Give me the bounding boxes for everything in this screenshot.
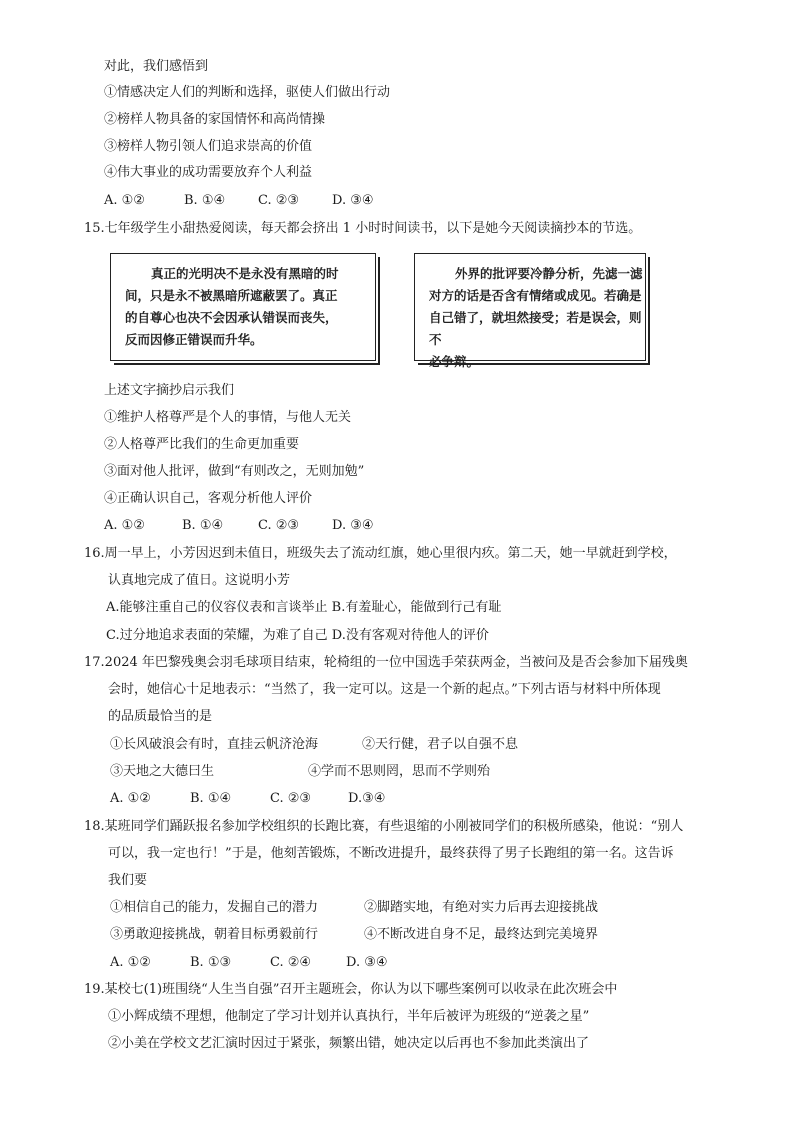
q17-option-c: C. ②③ <box>270 791 312 806</box>
q15-item-4: ④正确认识自己，客观分析他人评价 <box>104 491 313 506</box>
q14-item-1: ①情感决定人们的判断和选择，驱使人们做出行动 <box>104 85 391 100</box>
q18-stem-line-1: 18.某班同学们踊跃报名参加学校组织的长跑比赛，有些退缩的小刚被同学们的积极所感染，他说：“别人 <box>84 819 684 834</box>
q18-item-4: ④不断改进自身不足，最终达到完美境界 <box>364 927 599 942</box>
q15-quote-box-left <box>110 253 376 361</box>
q15-quote-right-line-1: 外界的批评要冷静分析，先滤一滤 <box>455 266 643 281</box>
q14-option-a: A. ①② <box>104 193 145 208</box>
q15-option-d: D. ③④ <box>332 518 374 533</box>
q14-options <box>104 192 504 210</box>
q16-stem-line-2: 认真地完成了值日。这说明小芳 <box>108 573 291 588</box>
q18-option-d: D. ③④ <box>346 955 388 970</box>
q15-quote-left-line-3: 的自尊心也决不会因承认错误而丧失， <box>125 310 338 325</box>
q17-options <box>110 790 510 808</box>
q15-quote-right-text <box>429 263 645 373</box>
q18-item-1: ①相信自己的能力，发掘自己的潜力 <box>110 900 319 915</box>
q15-quote-left-line-4: 反而因修正错误而升华。 <box>125 332 263 347</box>
q17-option-d: D.③④ <box>348 791 386 806</box>
q15-quote-box-right <box>414 253 646 369</box>
q18-stem-line-3: 我们要 <box>108 873 148 888</box>
q14-option-c: C. ②③ <box>258 193 300 208</box>
q14-item-3: ③榜样人物引领人们追求崇高的价值 <box>104 139 313 154</box>
q17-stem-line-2: 会时，她信心十足地表示：“当然了，我一定可以。这是一个新的起点。”下列古语与材料中所体现 <box>108 682 661 697</box>
q18-item-2: ②脚踏实地，有绝对实力后再去迎接挑战 <box>364 900 599 915</box>
q15-option-a: A. ①② <box>104 518 145 533</box>
q17-stem-line-1: 17.2024 年巴黎残奥会羽毛球项目结束，轮椅组的一位中国选手荣获两金，当被问及是否会参加下届残奥 <box>84 655 688 670</box>
q15-quote-right-line-2: 对方的话是否含有情绪或成见。若确是 <box>429 288 642 303</box>
q14-intro: 对此，我们感悟到 <box>104 59 209 74</box>
q19-item-1: ①小辉成绩不理想，他制定了学习计划并认真执行，半年后被评为班级的“逆袭之星” <box>108 1009 590 1024</box>
q16-options-ab: A.能够注重自己的仪容仪表和言谈举止 B.有羞耻心，能做到行己有耻 <box>106 600 502 615</box>
q15-item-3: ③面对他人批评，做到“有则改之，无则加勉” <box>104 464 365 479</box>
q19-item-2: ②小美在学校文艺汇演时因过于紧张，频繁出错，她决定以后再也不参加此类演出了 <box>108 1036 590 1051</box>
q15-quote-left-line-1: 真正的光明决不是永没有黑暗的时 <box>151 266 339 281</box>
q15-item-2: ②人格尊严比我们的生命更加重要 <box>104 437 300 452</box>
q19-stem: 19.某校七(1)班围绕“人生当自强”召开主题班会，你认为以下哪些案例可以收录在此次班会中 <box>84 982 618 997</box>
q18-option-a: A. ①② <box>110 955 151 970</box>
q15-item-1: ①维护人格尊严是个人的事情，与他人无关 <box>104 410 352 425</box>
q18-item-3: ③勇敢迎接挑战，朝着目标勇毅前行 <box>110 927 319 942</box>
q14-option-d: D. ③④ <box>332 193 374 208</box>
q17-item-4: ④学而不思则罔，思而不学则殆 <box>308 764 491 779</box>
q15-option-b: B. ①④ <box>182 518 224 533</box>
q18-options <box>110 954 510 972</box>
q18-option-c: C. ②④ <box>270 955 312 970</box>
q16-stem-line-1: 16.周一早上，小芳因迟到未值日，班级失去了流动红旗，她心里很内疚。第二天，她一早就赶到学校， <box>84 546 677 561</box>
q18-stem-line-2: 可以，我一定也行！”于是，他刻苦锻炼，不断改进提升，最终获得了男子长跑组的第一名。这告诉 <box>108 846 674 861</box>
q16-options-cd: C.过分地追求表面的荣耀，为难了自己 D.没有客观对待他人的评价 <box>106 628 489 643</box>
q15-option-c: C. ②③ <box>258 518 300 533</box>
q15-options <box>104 517 504 535</box>
q14-item-2: ②榜样人物具备的家国情怀和高尚情操 <box>104 112 326 127</box>
q15-quote-right-line-4: 必争辩。 <box>429 354 480 369</box>
q17-item-2: ②天行健，君子以自强不息 <box>362 737 519 752</box>
q15-stem: 15.七年级学生小甜热爱阅读，每天都会挤出 1 小时时间读书，以下是她今天阅读摘抄本的节选。 <box>84 221 642 236</box>
q15-quote-left-text <box>125 263 339 351</box>
q14-item-4: ④伟大事业的成功需要放弃个人利益 <box>104 165 313 180</box>
q15-quote-right-line-3: 自己错了，就坦然接受；若是误会，则不 <box>429 310 642 347</box>
q17-item-3: ③天地之大德曰生 <box>110 764 215 779</box>
q15-quote-left-line-2: 间，只是永不被黑暗所遮蔽罢了。真正 <box>125 288 338 303</box>
q18-option-b: B. ①③ <box>190 955 232 970</box>
q17-option-b: B. ①④ <box>190 791 232 806</box>
q14-option-b: B. ①④ <box>184 193 226 208</box>
q17-stem-line-3: 的品质最恰当的是 <box>108 709 213 724</box>
q17-option-a: A. ①② <box>110 791 151 806</box>
q15-intro: 上述文字摘抄启示我们 <box>104 383 235 398</box>
q17-item-1: ①长风破浪会有时，直挂云帆济沧海 <box>110 737 319 752</box>
